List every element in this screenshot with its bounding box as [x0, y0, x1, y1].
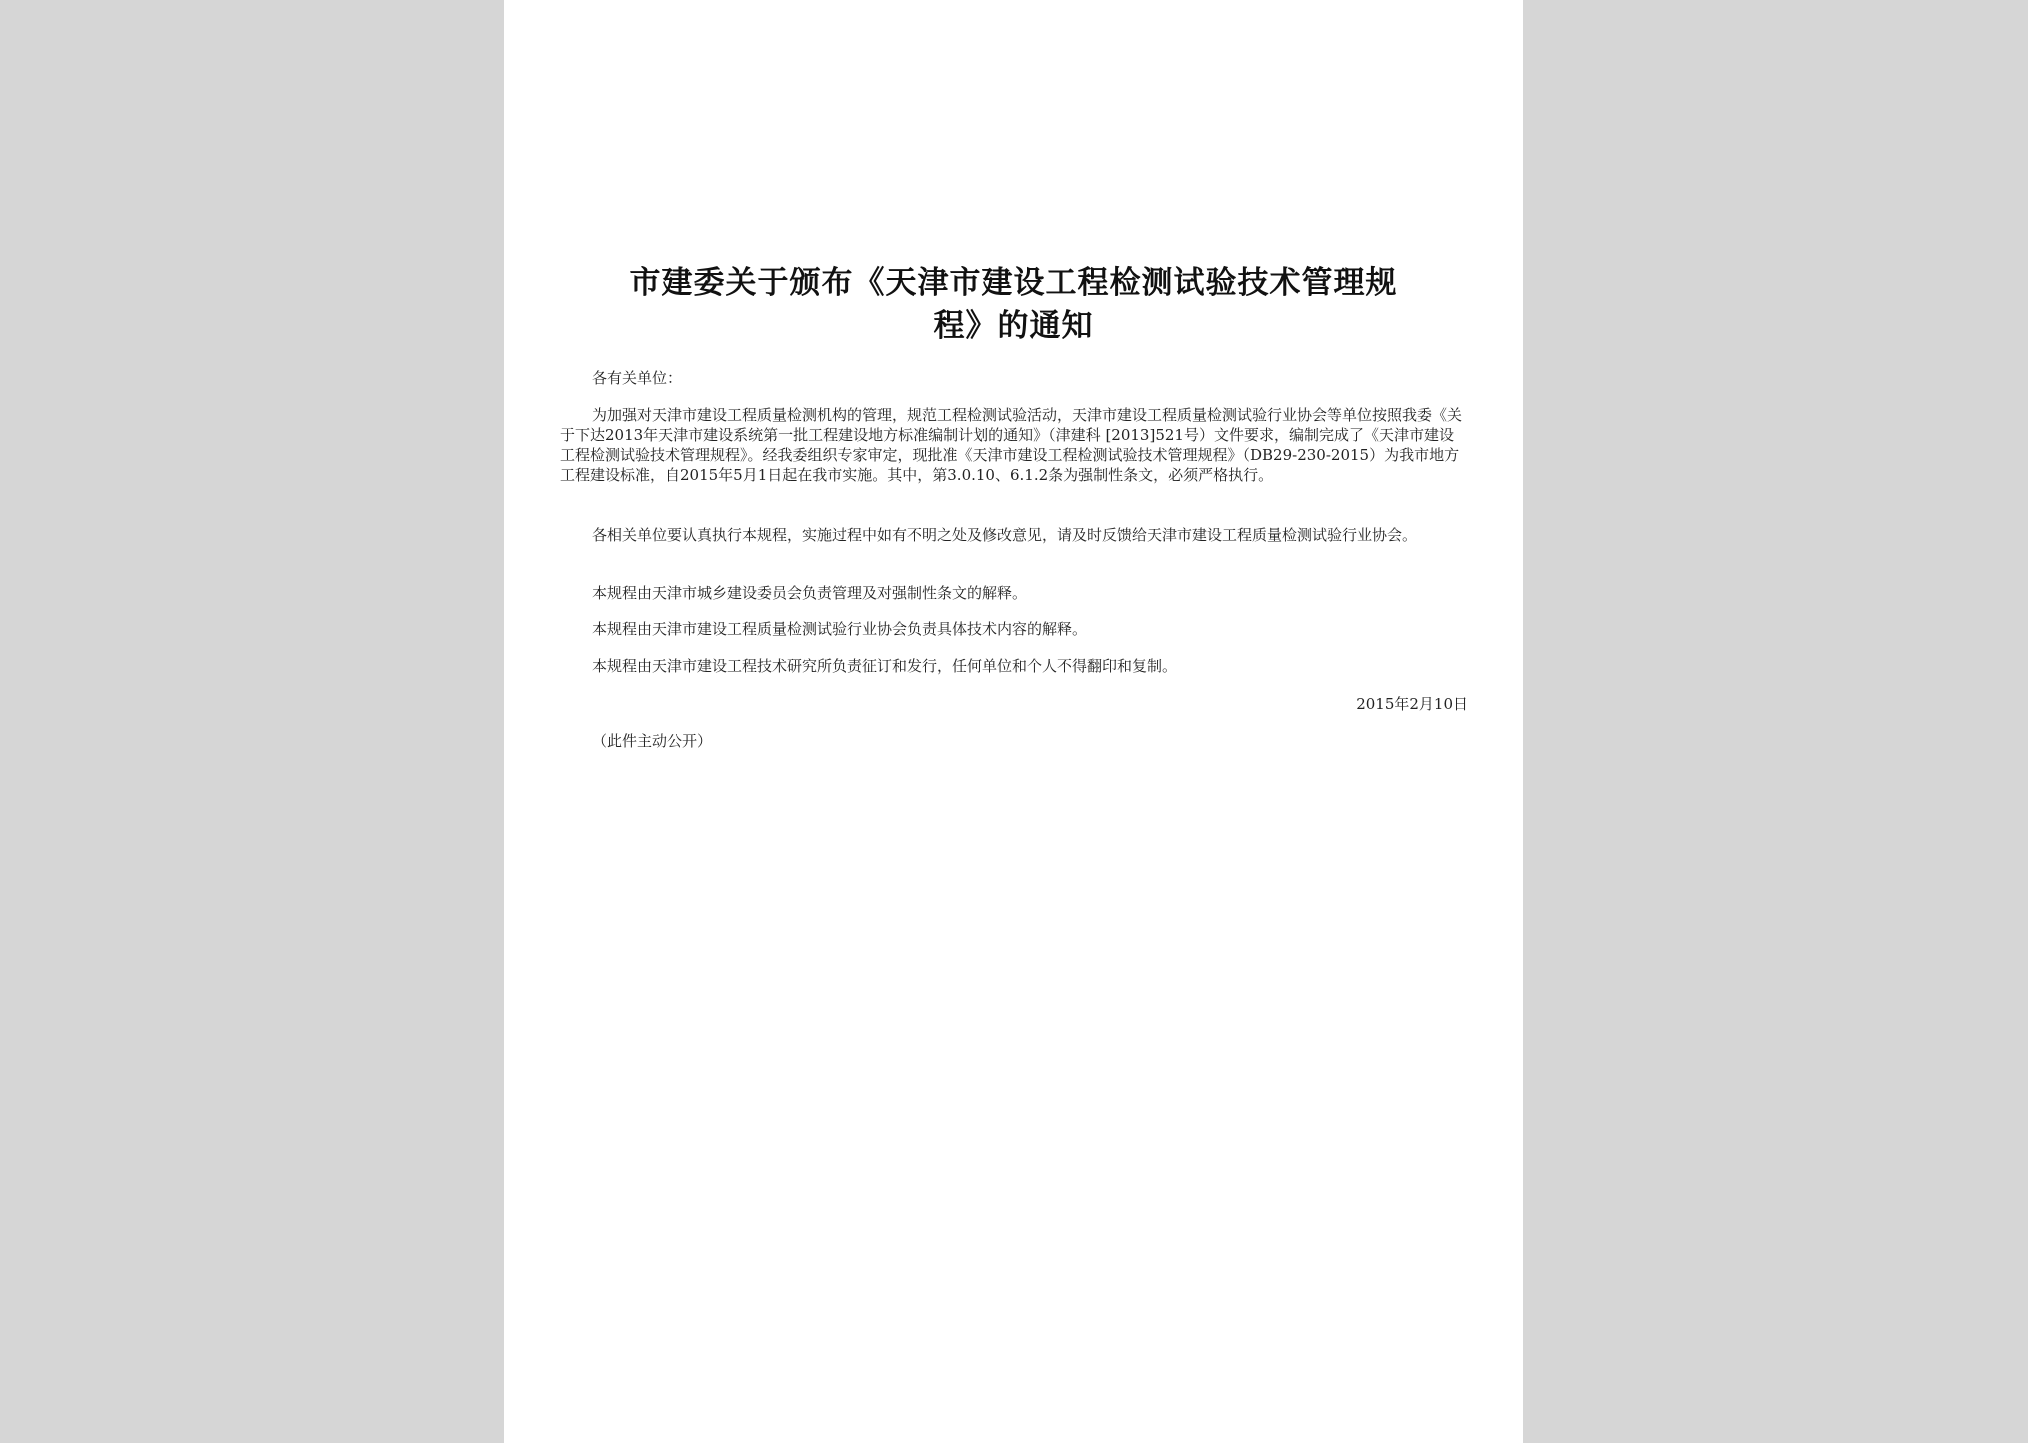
- paragraph-4: 本规程由天津市建设工程质量检测试验行业协会负责具体技术内容的解释。: [592, 620, 1088, 638]
- paragraph-2: 各相关单位要认真执行本规程，实施过程中如有不明之处及修改意见，请及时反馈给天津市建设工程质量检测试验行业协会。: [592, 526, 1418, 544]
- document-date: 2015年2月10日: [1356, 695, 1468, 713]
- public-note: （此件主动公开）: [592, 732, 713, 750]
- document-title: [544, 262, 1483, 348]
- document-page: [504, 0, 1523, 1443]
- title-line-1: 市建委关于颁布《天津市建设工程检测试验技术管理规: [629, 265, 1398, 301]
- paragraph-5: 本规程由天津市建设工程技术研究所负责征订和发行，任何单位和个人不得翻印和复制。: [592, 657, 1178, 675]
- title-line-2: 程》的通知: [933, 308, 1094, 344]
- paragraph-1: 为加强对天津市建设工程质量检测机构的管理，规范工程检测试验活动，天津市建设工程质量检测试验行业协会等单位按照我委《关于下达2013年天津市建设系统第一批工程建设地方标准编制计划的通知》（津建科 [2013]521号）文件要求，编制完成了《天津市建设工程检测试验技术管理规程》。经我委组织专家审定，现批准《天津市建设工程检测试验技术管理规程》（DB29-230-2015）为我市地方工程建设标准，自2015年5月1日起在我市实施。其中，第3.0.10、6.1.2条为强制性条文，必须严格执行。: [560, 406, 1463, 484]
- paragraph-3: 本规程由天津市城乡建设委员会负责管理及对强制性条文的解释。: [592, 584, 1028, 602]
- salutation: 各有关单位：: [592, 369, 683, 387]
